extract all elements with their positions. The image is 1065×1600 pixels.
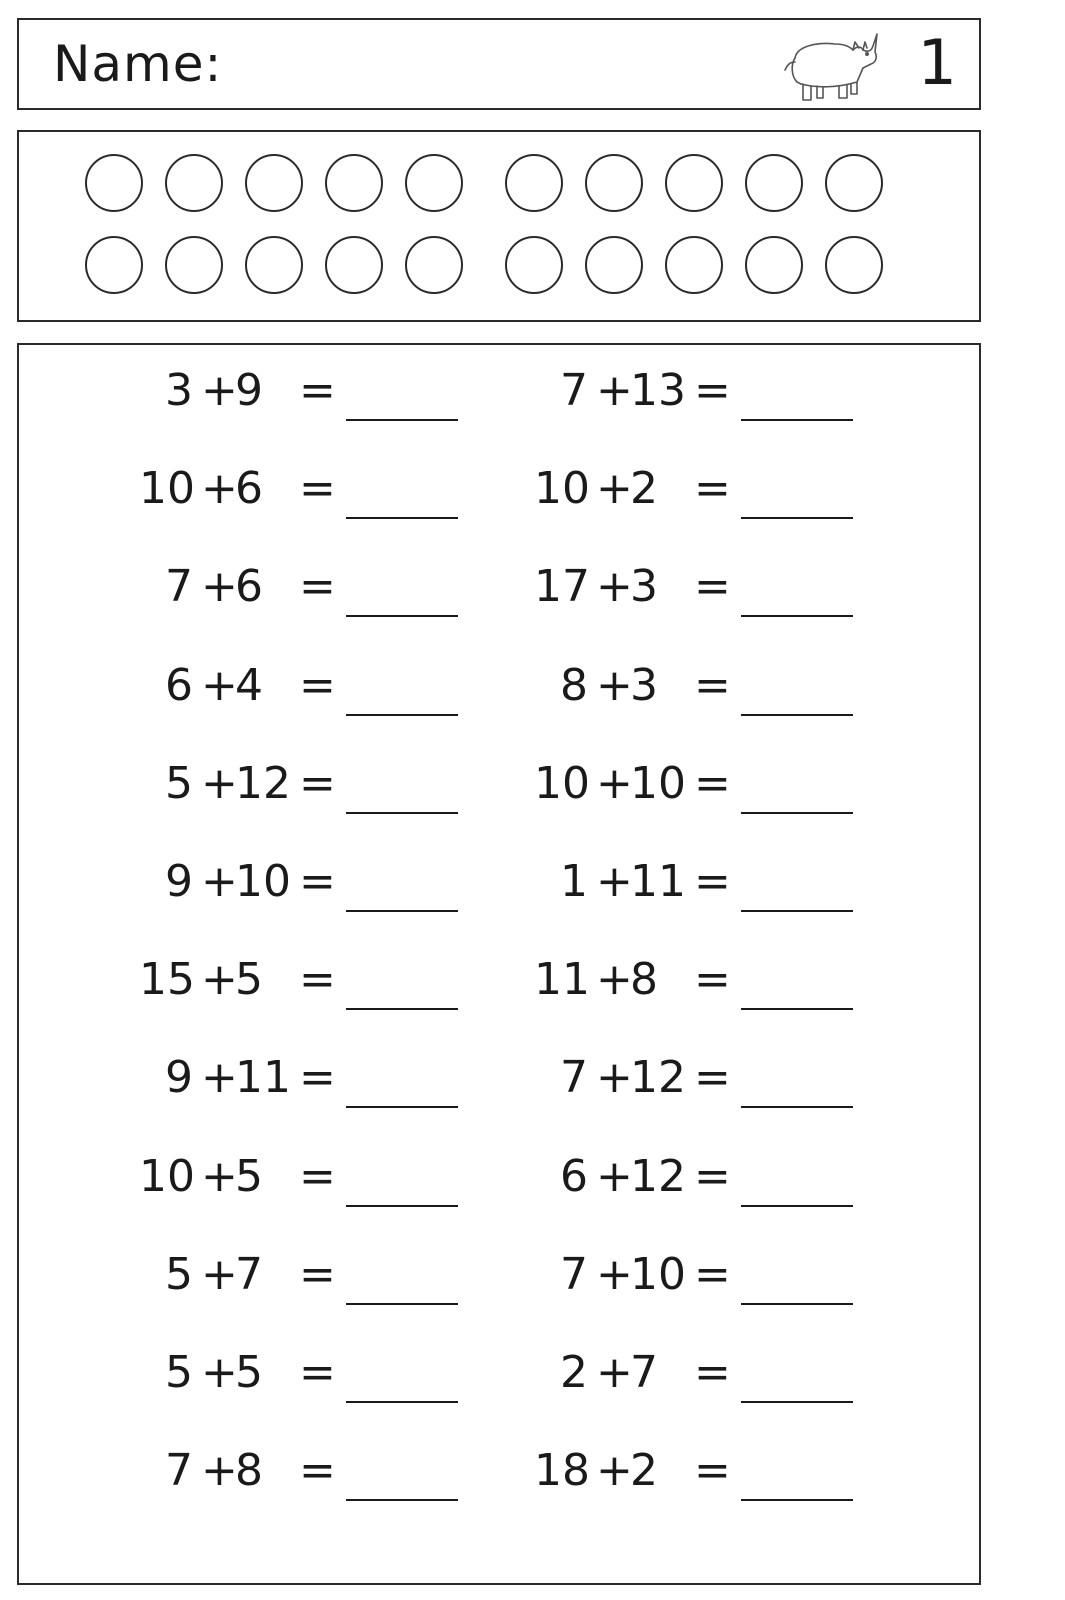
addition-task	[139, 1343, 499, 1413]
first-addend: 7	[165, 1445, 193, 1496]
first-addend: 11	[534, 954, 590, 1005]
addition-task	[534, 656, 894, 726]
first-addend: 7	[165, 561, 193, 612]
answer-blank[interactable]	[346, 615, 458, 617]
second-addend: 8	[235, 1445, 263, 1496]
plus-sign: +	[201, 1347, 238, 1398]
second-addend: 13	[630, 365, 686, 416]
second-addend: 2	[630, 463, 658, 514]
addition-task	[534, 557, 894, 627]
equals-sign: =	[694, 463, 731, 514]
answer-blank[interactable]	[741, 910, 853, 912]
second-addend: 10	[630, 758, 686, 809]
plus-sign: +	[596, 660, 633, 711]
rhino-icon	[777, 30, 887, 108]
second-addend: 11	[630, 856, 686, 907]
first-addend: 17	[534, 561, 590, 612]
answer-blank[interactable]	[346, 1008, 458, 1010]
answer-blank[interactable]	[741, 714, 853, 716]
equals-sign: =	[694, 856, 731, 907]
plus-sign: +	[596, 463, 633, 514]
addition-task	[534, 1147, 894, 1217]
plus-sign: +	[201, 954, 238, 1005]
first-addend: 3	[165, 365, 193, 416]
equals-sign: =	[299, 365, 336, 416]
equals-sign: =	[694, 1052, 731, 1103]
addition-task	[534, 950, 894, 1020]
sheet-number: 1	[917, 26, 957, 99]
circle-row-top	[85, 154, 905, 216]
equals-sign: =	[299, 1052, 336, 1103]
second-addend: 12	[630, 1151, 686, 1202]
first-addend: 9	[165, 1052, 193, 1103]
plus-sign: +	[201, 758, 238, 809]
equals-sign: =	[299, 1151, 336, 1202]
plus-sign: +	[596, 1151, 633, 1202]
second-addend: 8	[630, 954, 658, 1005]
equals-sign: =	[299, 1249, 336, 1300]
addition-exercises-panel	[17, 343, 981, 1585]
counting-circle	[325, 236, 383, 294]
plus-sign: +	[201, 561, 238, 612]
second-addend: 6	[235, 561, 263, 612]
first-addend: 6	[560, 1151, 588, 1202]
equals-sign: =	[299, 856, 336, 907]
answer-blank[interactable]	[741, 1008, 853, 1010]
second-addend: 3	[630, 561, 658, 612]
second-addend: 12	[630, 1052, 686, 1103]
second-addend: 3	[630, 660, 658, 711]
counting-circle	[405, 154, 463, 212]
second-addend: 5	[235, 1151, 263, 1202]
answer-blank[interactable]	[346, 517, 458, 519]
first-addend: 1	[560, 856, 588, 907]
addition-task	[139, 459, 499, 529]
first-addend: 2	[560, 1347, 588, 1398]
equals-sign: =	[694, 1445, 731, 1496]
counting-circle	[325, 154, 383, 212]
counting-circle	[825, 154, 883, 212]
first-addend: 7	[560, 365, 588, 416]
counting-circle	[245, 236, 303, 294]
name-label: Name:	[53, 35, 223, 93]
addition-task	[139, 361, 499, 431]
equals-sign: =	[694, 1249, 731, 1300]
addition-task	[139, 950, 499, 1020]
counting-circle	[165, 236, 223, 294]
plus-sign: +	[596, 561, 633, 612]
addition-task	[534, 1245, 894, 1315]
addition-task	[534, 754, 894, 824]
answer-blank[interactable]	[741, 615, 853, 617]
addition-task	[534, 1343, 894, 1413]
second-addend: 5	[235, 1347, 263, 1398]
counting-circle	[585, 154, 643, 212]
counting-circle	[665, 236, 723, 294]
answer-blank[interactable]	[346, 1106, 458, 1108]
second-addend: 6	[235, 463, 263, 514]
second-addend: 7	[235, 1249, 263, 1300]
equals-sign: =	[694, 561, 731, 612]
equals-sign: =	[299, 758, 336, 809]
second-addend: 7	[630, 1347, 658, 1398]
equals-sign: =	[694, 954, 731, 1005]
equals-sign: =	[694, 660, 731, 711]
plus-sign: +	[201, 660, 238, 711]
counting-circle	[825, 236, 883, 294]
addition-task	[534, 459, 894, 529]
answer-blank[interactable]	[346, 1303, 458, 1305]
first-addend: 5	[165, 758, 193, 809]
equals-sign: =	[694, 758, 731, 809]
addition-task	[139, 754, 499, 824]
first-addend: 5	[165, 1347, 193, 1398]
equals-sign: =	[694, 1347, 731, 1398]
answer-blank[interactable]	[741, 1303, 853, 1305]
first-addend: 15	[139, 954, 195, 1005]
plus-sign: +	[596, 1052, 633, 1103]
second-addend: 10	[630, 1249, 686, 1300]
answer-blank[interactable]	[346, 419, 458, 421]
second-addend: 5	[235, 954, 263, 1005]
counting-circle	[745, 236, 803, 294]
addition-task	[139, 1245, 499, 1315]
equals-sign: =	[694, 365, 731, 416]
plus-sign: +	[596, 856, 633, 907]
counting-circle	[405, 236, 463, 294]
addition-task	[139, 656, 499, 726]
answer-blank[interactable]	[346, 812, 458, 814]
answer-blank[interactable]	[741, 419, 853, 421]
first-addend: 5	[165, 1249, 193, 1300]
first-addend: 10	[139, 1151, 195, 1202]
plus-sign: +	[201, 1249, 238, 1300]
circle-row-bottom	[85, 236, 905, 298]
answer-blank[interactable]	[346, 1499, 458, 1501]
second-addend: 10	[235, 856, 291, 907]
answer-blank[interactable]	[741, 1106, 853, 1108]
counting-circle	[85, 154, 143, 212]
equals-sign: =	[299, 463, 336, 514]
plus-sign: +	[201, 1151, 238, 1202]
answer-blank[interactable]	[346, 910, 458, 912]
answer-blank[interactable]	[741, 1205, 853, 1207]
counting-circle	[505, 236, 563, 294]
equals-sign: =	[694, 1151, 731, 1202]
first-addend: 8	[560, 660, 588, 711]
first-addend: 7	[560, 1249, 588, 1300]
plus-sign: +	[596, 758, 633, 809]
counting-circle	[585, 236, 643, 294]
addition-task	[139, 1147, 499, 1217]
addition-task	[139, 1441, 499, 1511]
second-addend: 2	[630, 1445, 658, 1496]
answer-blank[interactable]	[741, 1401, 853, 1403]
addition-task	[534, 1441, 894, 1511]
first-addend: 10	[534, 758, 590, 809]
second-addend: 11	[235, 1052, 291, 1103]
answer-blank[interactable]	[741, 517, 853, 519]
counting-circle	[665, 154, 723, 212]
plus-sign: +	[596, 1249, 633, 1300]
answer-blank[interactable]	[346, 1205, 458, 1207]
worksheet-header	[17, 18, 981, 110]
second-addend: 9	[235, 365, 263, 416]
counting-circle	[245, 154, 303, 212]
counting-circle	[505, 154, 563, 212]
equals-sign: =	[299, 561, 336, 612]
addition-task	[534, 1048, 894, 1118]
first-addend: 10	[139, 463, 195, 514]
plus-sign: +	[596, 365, 633, 416]
second-addend: 12	[235, 758, 291, 809]
addition-task	[139, 1048, 499, 1118]
plus-sign: +	[596, 1347, 633, 1398]
counting-circle	[745, 154, 803, 212]
plus-sign: +	[201, 463, 238, 514]
plus-sign: +	[201, 1445, 238, 1496]
plus-sign: +	[201, 856, 238, 907]
second-addend: 4	[235, 660, 263, 711]
first-addend: 9	[165, 856, 193, 907]
first-addend: 7	[560, 1052, 588, 1103]
equals-sign: =	[299, 1347, 336, 1398]
plus-sign: +	[596, 1445, 633, 1496]
addition-task	[139, 557, 499, 627]
counting-circle	[165, 154, 223, 212]
plus-sign: +	[596, 954, 633, 1005]
answer-blank[interactable]	[741, 812, 853, 814]
first-addend: 18	[534, 1445, 590, 1496]
equals-sign: =	[299, 954, 336, 1005]
first-addend: 10	[534, 463, 590, 514]
equals-sign: =	[299, 660, 336, 711]
plus-sign: +	[201, 365, 238, 416]
addition-task	[139, 852, 499, 922]
answer-blank[interactable]	[346, 714, 458, 716]
plus-sign: +	[201, 1052, 238, 1103]
first-addend: 6	[165, 660, 193, 711]
answer-blank[interactable]	[346, 1401, 458, 1403]
answer-blank[interactable]	[741, 1499, 853, 1501]
counting-circles-panel	[17, 130, 981, 322]
addition-task	[534, 852, 894, 922]
counting-circle	[85, 236, 143, 294]
equals-sign: =	[299, 1445, 336, 1496]
addition-task	[534, 361, 894, 431]
